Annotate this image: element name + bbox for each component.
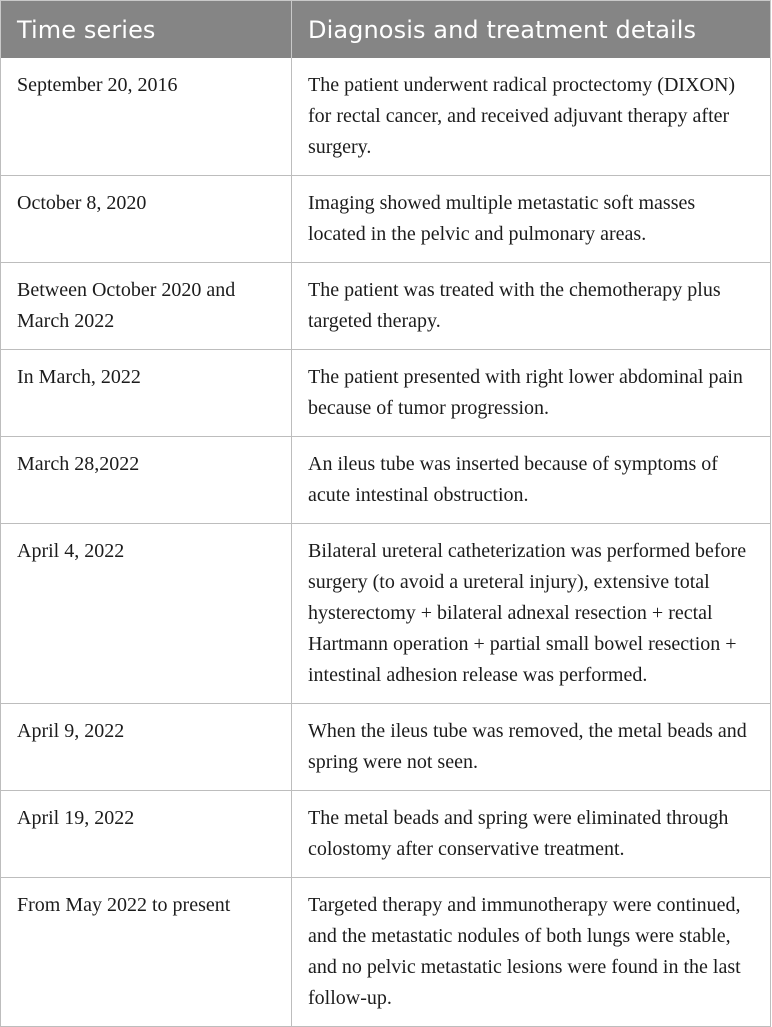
table-row bbox=[1, 704, 771, 791]
time-cell: April 4, 2022 bbox=[1, 524, 292, 704]
details-cell: The patient underwent radical proctectomy (DIXON) for rectal cancer, and received adjuvant therapy after surgery. bbox=[292, 58, 771, 176]
details-cell: Bilateral ureteral catheterization was performed before surgery (to avoid a ureteral injury), extensive total hysterectomy + bilateral adnexal resection + rectal Hartmann operation + partial small bowel resection + intestinal adhesion release was performed. bbox=[292, 524, 771, 704]
details-cell: When the ileus tube was removed, the metal beads and spring were not seen. bbox=[292, 704, 771, 791]
table-header bbox=[1, 1, 771, 59]
table-row bbox=[1, 176, 771, 263]
time-cell: April 19, 2022 bbox=[1, 791, 292, 878]
time-cell: April 9, 2022 bbox=[1, 704, 292, 791]
header-diagnosis-details: Diagnosis and treatment details bbox=[292, 1, 771, 59]
table-row bbox=[1, 350, 771, 437]
time-cell: Between October 2020 and March 2022 bbox=[1, 263, 292, 350]
header-time-series: Time series bbox=[1, 1, 292, 59]
header-row bbox=[1, 1, 771, 59]
details-cell: Targeted therapy and immunotherapy were continued, and the metastatic nodules of both lungs were stable, and no pelvic metastatic lesions were found in the last follow-up. bbox=[292, 878, 771, 1027]
details-cell: The metal beads and spring were eliminated through colostomy after conservative treatment. bbox=[292, 791, 771, 878]
table-row bbox=[1, 878, 771, 1027]
table-row bbox=[1, 791, 771, 878]
table-row bbox=[1, 437, 771, 524]
details-cell: Imaging showed multiple metastatic soft masses located in the pelvic and pulmonary areas. bbox=[292, 176, 771, 263]
table-row bbox=[1, 58, 771, 176]
table-body bbox=[1, 58, 771, 1027]
table-row bbox=[1, 263, 771, 350]
details-cell: The patient was treated with the chemotherapy plus targeted therapy. bbox=[292, 263, 771, 350]
time-cell: March 28,2022 bbox=[1, 437, 292, 524]
time-cell: September 20, 2016 bbox=[1, 58, 292, 176]
time-cell: From May 2022 to present bbox=[1, 878, 292, 1027]
time-cell: October 8, 2020 bbox=[1, 176, 292, 263]
details-cell: An ileus tube was inserted because of symptoms of acute intestinal obstruction. bbox=[292, 437, 771, 524]
details-cell: The patient presented with right lower abdominal pain because of tumor progression. bbox=[292, 350, 771, 437]
table-row bbox=[1, 524, 771, 704]
time-cell: In March, 2022 bbox=[1, 350, 292, 437]
